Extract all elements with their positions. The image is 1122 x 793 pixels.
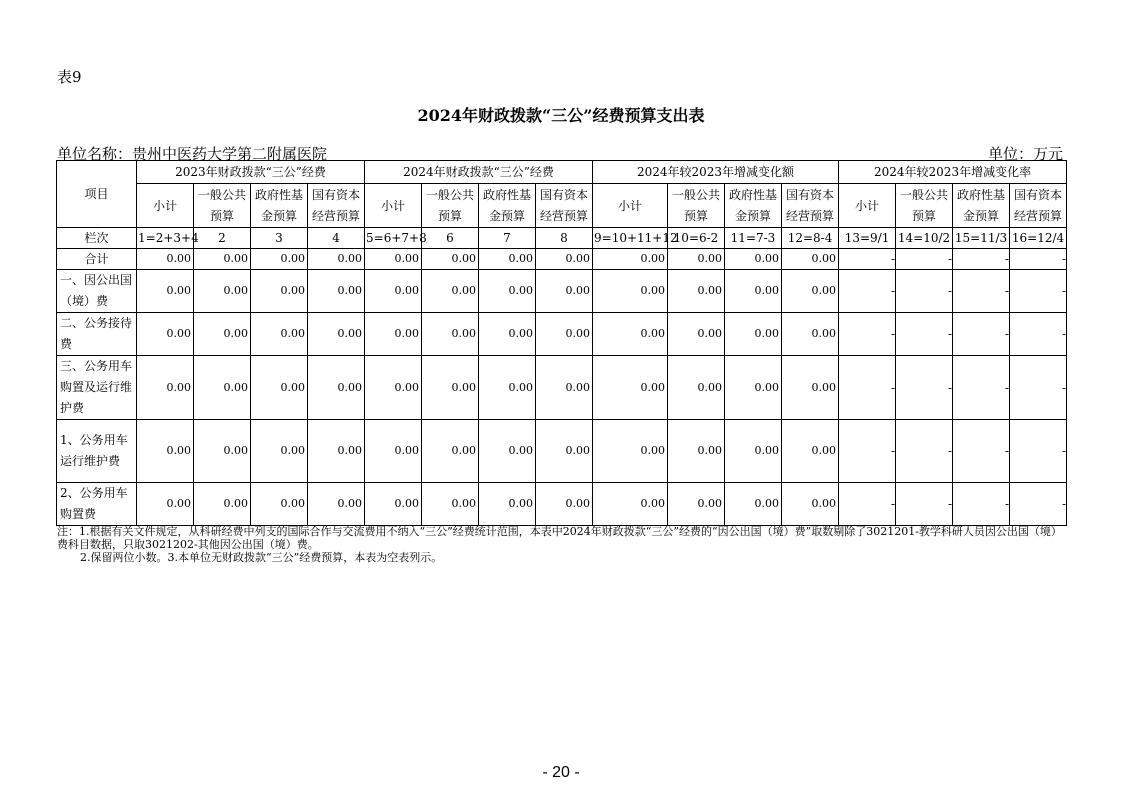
table-cell: 0.00: [137, 270, 194, 313]
table-cell: 0.00: [479, 420, 536, 483]
table-cell: 0.00: [782, 313, 839, 356]
column-index-cell: 2: [194, 228, 251, 249]
column-index-cell: 8: [536, 228, 593, 249]
table-cell: 0.00: [782, 420, 839, 483]
group-header: 2023年财政拨款“三公”经费: [137, 161, 365, 184]
column-index-cell: 4: [308, 228, 365, 249]
table-cell: -: [953, 420, 1010, 483]
table-cell: 0.00: [536, 249, 593, 270]
table-cell: 0.00: [782, 270, 839, 313]
table-cell: 0.00: [194, 313, 251, 356]
column-index-cell: 13=9/1: [839, 228, 896, 249]
subheader-cell: 一般公共预算: [896, 184, 953, 228]
table-cell: 0.00: [308, 356, 365, 420]
table-cell: 0.00: [137, 249, 194, 270]
table-cell: -: [1010, 270, 1067, 313]
table-cell: 0.00: [251, 249, 308, 270]
subheader-cell: 政府性基金预算: [479, 184, 536, 228]
column-index-cell: 11=7-3: [725, 228, 782, 249]
table-cell: 0.00: [782, 483, 839, 526]
table-cell: 0.00: [536, 313, 593, 356]
column-index-cell: 9=10+11+12: [593, 228, 668, 249]
table-cell: 0.00: [137, 356, 194, 420]
table-row: [57, 420, 1067, 483]
table-number: 表9: [57, 68, 82, 86]
subheader-cell: 一般公共预算: [422, 184, 479, 228]
table-cell: 0.00: [593, 313, 668, 356]
subheader-cell: 政府性基金预算: [251, 184, 308, 228]
row-label: 二、公务接待费: [57, 313, 137, 356]
table-cell: -: [896, 313, 953, 356]
table-cell: -: [896, 249, 953, 270]
subheader-cell: 一般公共预算: [194, 184, 251, 228]
table-cell: 0.00: [365, 249, 422, 270]
page-title: 2024年财政拨款“三公”经费预算支出表: [417, 106, 705, 125]
column-index-cell: 16=12/4: [1010, 228, 1067, 249]
table-cell: 0.00: [479, 313, 536, 356]
table-row: [57, 249, 1067, 270]
budget-table: [56, 160, 1067, 526]
table-cell: 0.00: [479, 249, 536, 270]
table-cell: -: [839, 270, 896, 313]
row-label: 1、公务用车运行维护费: [57, 420, 137, 483]
note-2: 2.保留两位小数。3.本单位无财政拨款“三公”经费预算，本表为空表列示。: [80, 551, 443, 564]
table-cell: 0.00: [536, 483, 593, 526]
table-cell: 0.00: [593, 249, 668, 270]
column-index-cell: 1=2+3+4: [137, 228, 194, 249]
table-cell: 0.00: [725, 356, 782, 420]
table-row: [57, 313, 1067, 356]
table-cell: -: [896, 483, 953, 526]
table-cell: 0.00: [536, 356, 593, 420]
table-cell: -: [1010, 249, 1067, 270]
table-cell: 0.00: [725, 270, 782, 313]
table-cell: -: [1010, 420, 1067, 483]
subheader-cell: 一般公共预算: [668, 184, 725, 228]
table-cell: -: [953, 313, 1010, 356]
column-index-cell: 14=10/2: [896, 228, 953, 249]
table-cell: 0.00: [668, 356, 725, 420]
column-index-cell: 10=6-2: [668, 228, 725, 249]
table-cell: 0.00: [194, 249, 251, 270]
table-cell: 0.00: [422, 249, 479, 270]
table-cell: 0.00: [593, 483, 668, 526]
row-label: 三、公务用车购置及运行维护费: [57, 356, 137, 420]
table-cell: 0.00: [194, 270, 251, 313]
table-cell: 0.00: [137, 313, 194, 356]
table-cell: 0.00: [422, 270, 479, 313]
table-cell: 0.00: [725, 420, 782, 483]
table-cell: 0.00: [194, 483, 251, 526]
unit-label: 单位：万元: [987, 145, 1063, 163]
table-cell: 0.00: [668, 420, 725, 483]
subheader-cell: 小计: [365, 184, 422, 228]
table-cell: -: [839, 420, 896, 483]
table-cell: 0.00: [365, 483, 422, 526]
table-cell: 0.00: [251, 356, 308, 420]
unit-name: 单位名称：贵州中医药大学第二附属医院: [57, 145, 328, 163]
table-cell: 0.00: [365, 270, 422, 313]
table-cell: 0.00: [479, 483, 536, 526]
table-cell: 0.00: [308, 313, 365, 356]
table-cell: 0.00: [365, 313, 422, 356]
subheader-row: [57, 184, 1067, 228]
table-cell: 0.00: [365, 356, 422, 420]
column-index-cell: 3: [251, 228, 308, 249]
group-header: 2024年较2023年增减变化率: [839, 161, 1067, 184]
table-cell: -: [953, 483, 1010, 526]
column-index-cell: 15=11/3: [953, 228, 1010, 249]
table-cell: -: [896, 356, 953, 420]
subheader-cell: 小计: [593, 184, 668, 228]
column-index-row: [57, 228, 1067, 249]
table-row: [57, 270, 1067, 313]
column-index-cell: 12=8-4: [782, 228, 839, 249]
table-cell: 0.00: [194, 356, 251, 420]
table-cell: 0.00: [536, 420, 593, 483]
subheader-cell: 政府性基金预算: [953, 184, 1010, 228]
group-header: 2024年较2023年增减变化额: [593, 161, 839, 184]
row-label: 2、公务用车购置费: [57, 483, 137, 526]
item-header: 项目: [57, 161, 137, 228]
table-cell: 0.00: [479, 270, 536, 313]
table-cell: 0.00: [725, 483, 782, 526]
table-cell: 0.00: [668, 313, 725, 356]
table-cell: 0.00: [194, 420, 251, 483]
table-cell: -: [839, 313, 896, 356]
table-cell: 0.00: [422, 356, 479, 420]
table-cell: 0.00: [668, 270, 725, 313]
table-cell: -: [1010, 313, 1067, 356]
table-cell: 0.00: [422, 483, 479, 526]
table-cell: 0.00: [479, 356, 536, 420]
table-cell: -: [953, 270, 1010, 313]
group-header: 2024年财政拨款“三公”经费: [365, 161, 593, 184]
table-cell: 0.00: [365, 420, 422, 483]
subheader-cell: 政府性基金预算: [725, 184, 782, 228]
page-number: - 20 -: [542, 764, 580, 781]
table-notes: [57, 525, 1067, 564]
table-row: [57, 356, 1067, 420]
column-index-label: 栏次: [57, 228, 137, 249]
table-cell: 0.00: [308, 483, 365, 526]
table-cell: 0.00: [251, 420, 308, 483]
group-header-row: [57, 161, 1067, 184]
table-cell: 0.00: [725, 313, 782, 356]
table-cell: 0.00: [422, 313, 479, 356]
table-cell: 0.00: [536, 270, 593, 313]
table-cell: 0.00: [593, 420, 668, 483]
table-cell: -: [1010, 356, 1067, 420]
table-cell: -: [839, 249, 896, 270]
table-cell: 0.00: [782, 356, 839, 420]
table-cell: 0.00: [308, 420, 365, 483]
table-cell: 0.00: [251, 483, 308, 526]
subheader-cell: 小计: [839, 184, 896, 228]
table-cell: -: [839, 356, 896, 420]
table-cell: -: [896, 420, 953, 483]
table-cell: 0.00: [251, 270, 308, 313]
column-index-cell: 7: [479, 228, 536, 249]
table-cell: -: [896, 270, 953, 313]
table-cell: 0.00: [593, 356, 668, 420]
table-cell: -: [953, 356, 1010, 420]
table-row: [57, 483, 1067, 526]
table-cell: 0.00: [725, 249, 782, 270]
table-cell: 0.00: [422, 420, 479, 483]
table-cell: 0.00: [668, 249, 725, 270]
note-1: 注：1.根据有关文件规定，从科研经费中列支的国际合作与交流费用不纳入“三公”经费统计范围，本表中2024年财政拨款“三公”经费的“因公出国（境）费”取数剔除了3021201-教学科研人员因公出国（境）费科目数据，只取3021202-其他因公出国（境）费。: [57, 525, 1062, 551]
column-index-cell: 5=6+7+8: [365, 228, 422, 249]
table-cell: 0.00: [137, 483, 194, 526]
table-cell: 0.00: [137, 420, 194, 483]
subheader-cell: 国有资本经营预算: [782, 184, 839, 228]
table-cell: -: [1010, 483, 1067, 526]
subheader-cell: 国有资本经营预算: [308, 184, 365, 228]
table-cell: 0.00: [251, 313, 308, 356]
row-label: 合计: [57, 249, 137, 270]
subheader-cell: 国有资本经营预算: [1010, 184, 1067, 228]
table-cell: 0.00: [308, 249, 365, 270]
table-cell: 0.00: [668, 483, 725, 526]
subheader-cell: 国有资本经营预算: [536, 184, 593, 228]
table-cell: -: [953, 249, 1010, 270]
table-cell: 0.00: [782, 249, 839, 270]
column-index-cell: 6: [422, 228, 479, 249]
table-body: [57, 249, 1067, 526]
row-label: 一、因公出国（境）费: [57, 270, 137, 313]
table-cell: 0.00: [593, 270, 668, 313]
table-cell: -: [839, 483, 896, 526]
subheader-cell: 小计: [137, 184, 194, 228]
table-cell: 0.00: [308, 270, 365, 313]
